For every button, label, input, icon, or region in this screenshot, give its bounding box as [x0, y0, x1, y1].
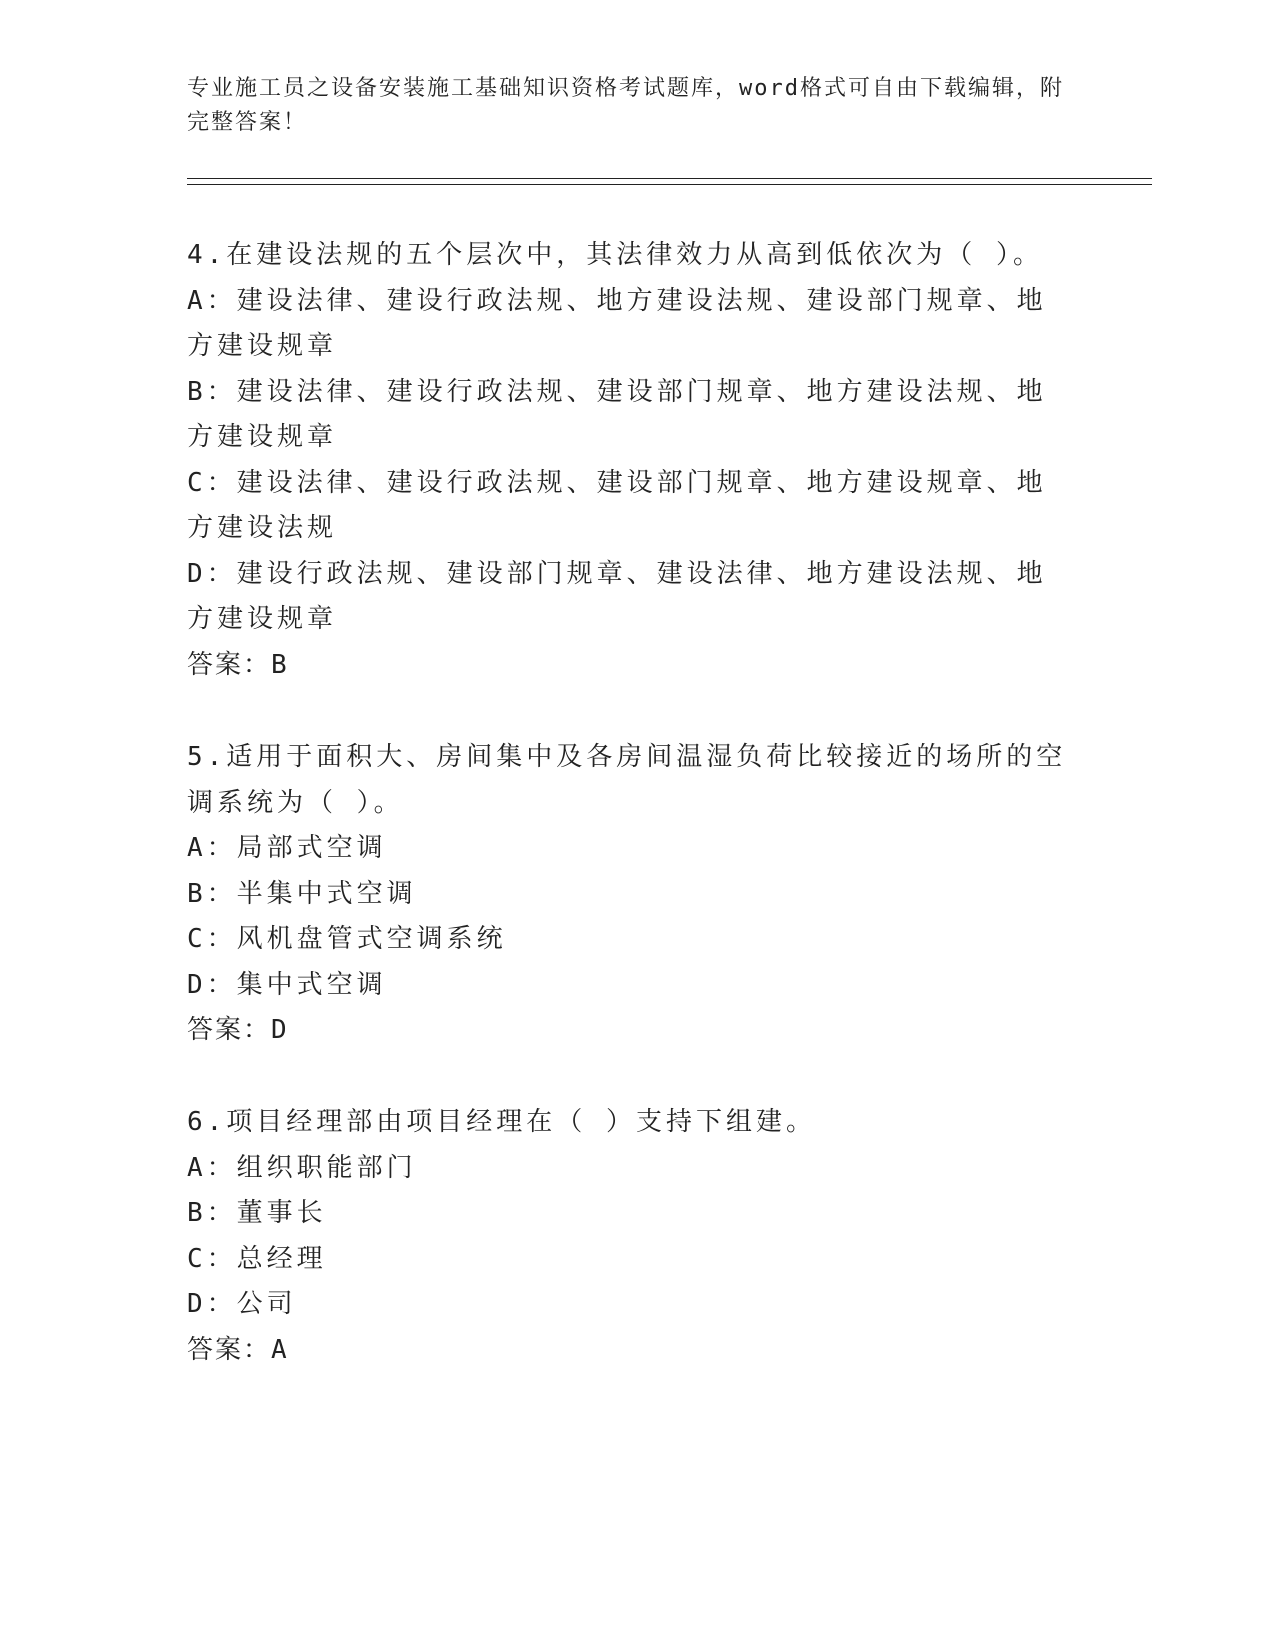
option-a: A：组织职能部门: [187, 1152, 417, 1183]
question-4: [187, 233, 1067, 688]
question-title: 6.项目经理部由项目经理在（ ）支持下组建。: [187, 1107, 816, 1137]
header-divider-top: [187, 178, 1152, 179]
option-a: A：建设法律、建设行政法规、地方建设法规、建设部门规章、地方建设规章: [187, 285, 1047, 361]
question-title: 5.适用于面积大、房间集中及各房间温湿负荷比较接近的场所的空调系统为（ ）。: [187, 742, 1067, 818]
option-c: C：总经理: [187, 1243, 327, 1274]
question-6: [187, 1100, 1067, 1373]
option-b: B：半集中式空调: [187, 878, 417, 909]
option-c: C：建设法律、建设行政法规、建设部门规章、地方建设规章、地方建设法规: [187, 467, 1047, 543]
header-divider-bottom: [187, 184, 1152, 185]
answer: 答案：A: [187, 1334, 289, 1365]
question-5: [187, 735, 1067, 1054]
answer: 答案：D: [187, 1015, 289, 1045]
option-d: D：建设行政法规、建设部门规章、建设法律、地方建设法规、地方建设规章: [187, 558, 1047, 634]
question-title: 4.在建设法规的五个层次中，其法律效力从高到低依次为（ ）。: [187, 240, 1043, 270]
answer: 答案：B: [187, 649, 289, 680]
option-a: A：局部式空调: [187, 833, 387, 863]
option-b: B：董事长: [187, 1198, 327, 1228]
document-header: 专业施工员之设备安装施工基础知识资格考试题库，word格式可自由下载编辑，附完整答案！: [187, 76, 1064, 135]
option-d: D：集中式空调: [187, 969, 387, 1000]
option-c: C：风机盘管式空调系统: [187, 924, 507, 954]
option-b: B：建设法律、建设行政法规、建设部门规章、地方建设法规、地方建设规章: [187, 376, 1047, 452]
option-d: D：公司: [187, 1289, 297, 1319]
